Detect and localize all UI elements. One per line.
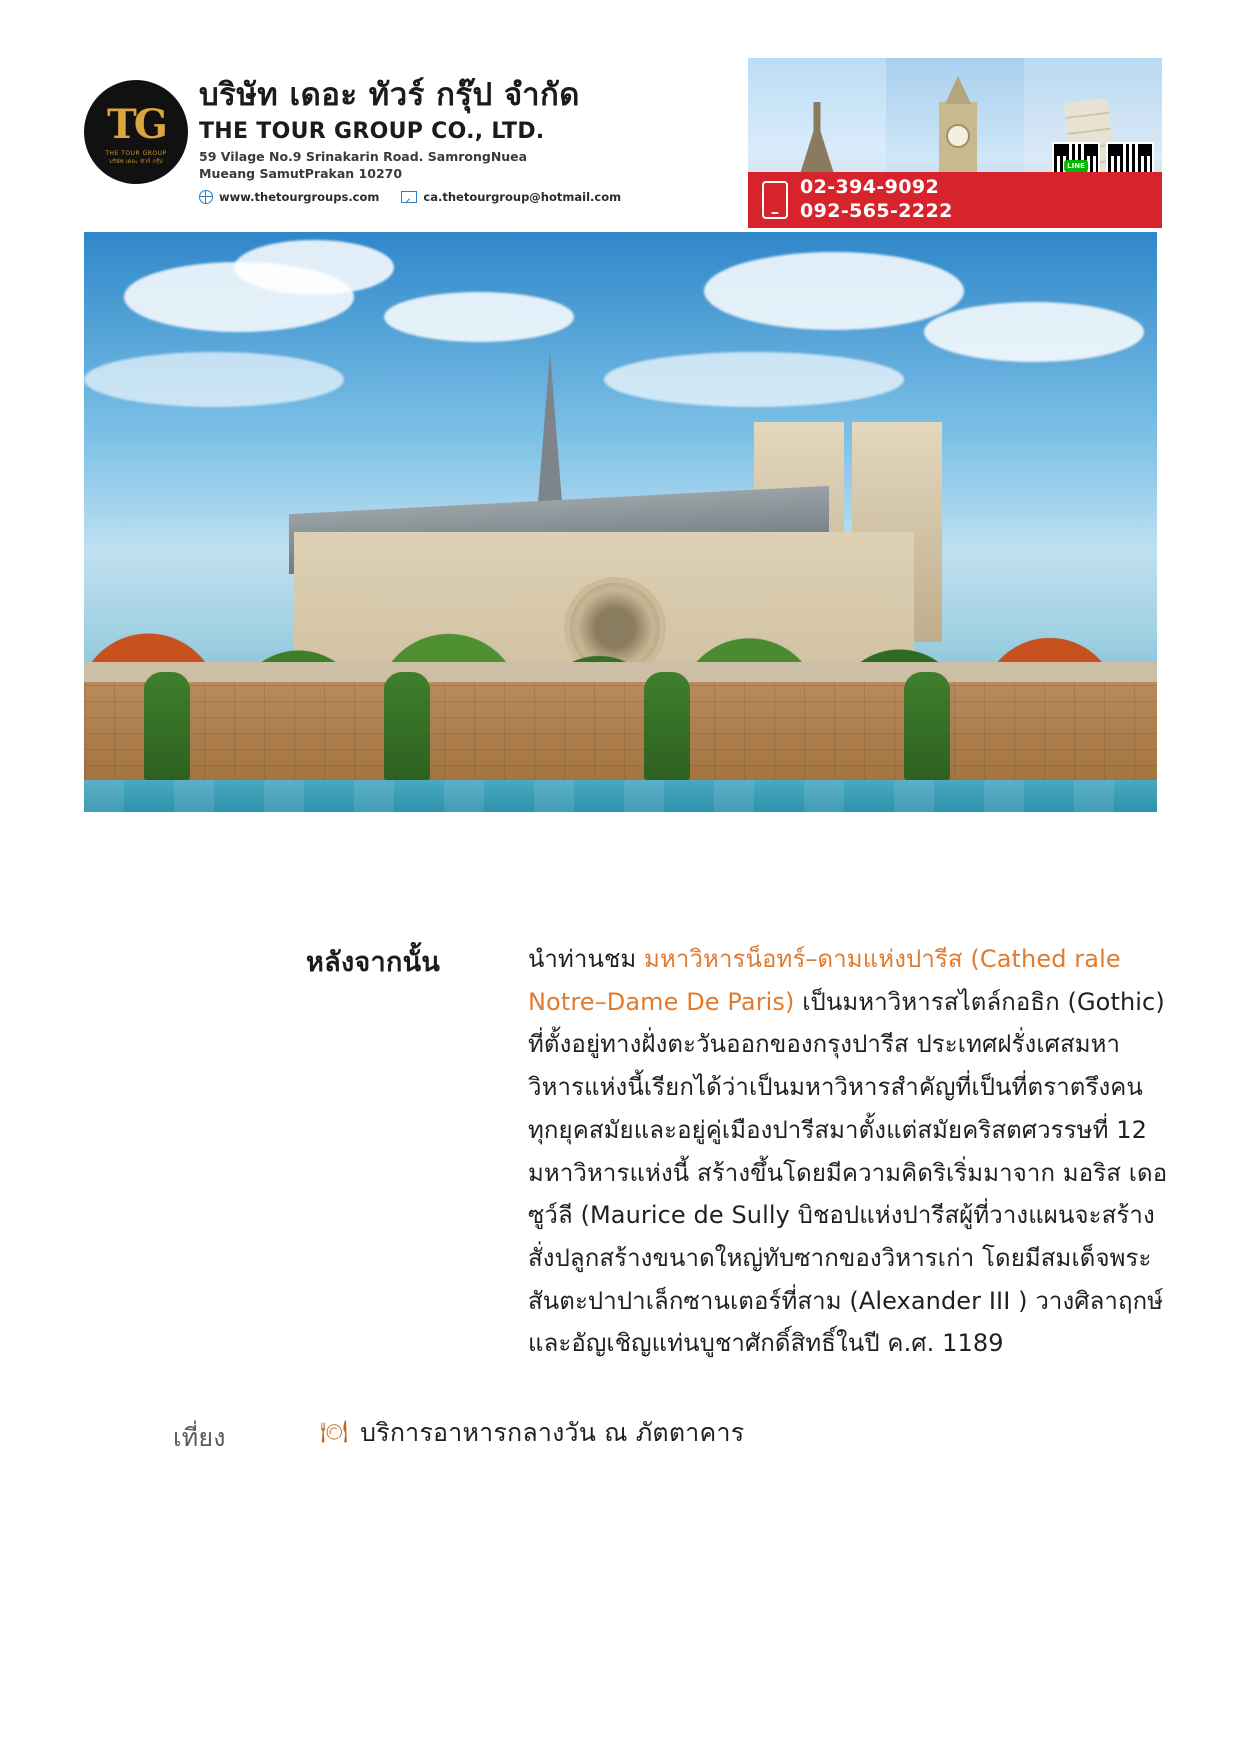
phone-icon [762, 181, 788, 219]
company-contacts [199, 190, 659, 204]
lunch-time-label: เที่ยง [173, 1423, 226, 1452]
company-website[interactable]: www.thetourgroups.com [219, 189, 380, 204]
envelope-icon [401, 191, 417, 203]
company-address-line2: Mueang SamutPrakan 10270 [199, 165, 403, 181]
phone-number-2: 092-565-2222 [800, 200, 953, 222]
company-name-th: บริษัท เดอะ ทัวร์ กรุ๊ป จำกัด [199, 77, 580, 113]
letterhead-header [84, 58, 1162, 228]
logo-subtitle-th: บริษัท เดอะ ทัวร์ กรุ๊ป [109, 158, 163, 165]
logo-monogram: TG [107, 100, 165, 148]
stone-wall [84, 682, 1157, 782]
quay-edge [84, 662, 1157, 682]
seine-river [84, 780, 1157, 812]
company-logo [84, 80, 188, 184]
globe-icon [199, 190, 213, 204]
paragraph-intro: นำท่านชม [528, 945, 645, 973]
line-badge-label: LINE [1064, 160, 1088, 172]
section-label-after: หลังจากนั้น [306, 947, 441, 978]
phone-number-1: 02-394-9092 [800, 176, 940, 199]
company-email[interactable]: ca.thetourgroup@hotmail.com [423, 189, 622, 204]
lunch-text: บริการอาหารกลางวัน ณ ภัตตาคาร [360, 1418, 745, 1447]
itinerary-paragraph [528, 938, 1168, 1365]
company-name-en: THE TOUR GROUP CO., LTD. [199, 118, 545, 144]
lunch-entry [320, 1413, 744, 1453]
paragraph-body: เป็นมหาวิหารสไตล์กอธิก (Gothic) ที่ตั้งอยู่ทางฝั่งตะวันออกของกรุงปารีส ประเทศฝรั่งเศสมหาวิหารแห่งนี้เรียกได้ว่าเป็นมหาวิหารสำคัญที่เป็นที่ตราตรึงคนทุกยุคสมัยและอยู่คู่เมืองปารีสมาตั้งแต่สมัยคริสตศวรรษที่ 12 มหาวิหารแห่งนี้ สร้างขึ้นโดยมีความคิดริเริ่มมาจาก มอริส เดอ ซูว์ลี (Maurice de Sully บิชอปแห่งปารีสผู้ที่วางแผนจะสร้าง สั่งปลูกสร้างขนาดใหญ่ทับซากของวิหารเก่า โดยมีสมเด็จพระสันตะปาปาเล็กซานเตอร์ที่สาม (Alexander III ) วางศิลาฤกษ์ และอัญเชิญแท่นบูชาศักดิ์สิทธิ์ในปี ค.ศ. 1189 [528, 987, 1168, 1358]
hero-image-notre-dame [84, 232, 1157, 812]
meal-icon: 🍽 [320, 1420, 349, 1445]
paragraph-highlight: มหาวิหารน็อทร์–ดามแห่งปารีส (Cathed rale Notre–Dame De Paris) [528, 945, 1121, 1016]
company-address-line1: 59 Vilage No.9 Srinakarin Road. SamrongNuea [199, 148, 528, 164]
phone-strip [748, 172, 1162, 228]
company-info [199, 76, 659, 204]
header-banner [748, 58, 1162, 228]
logo-subtitle-en: THE TOUR GROUP [105, 149, 167, 157]
